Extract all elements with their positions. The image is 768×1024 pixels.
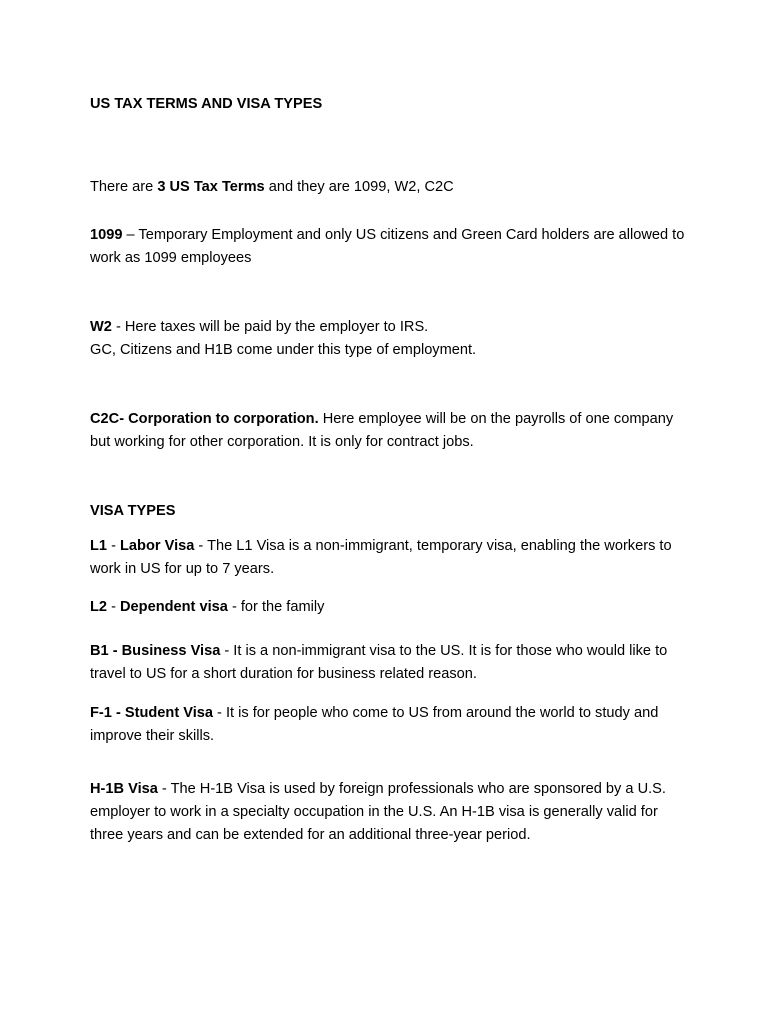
term-w2-line1: - Here taxes will be paid by the employer to IRS.	[111, 319, 429, 335]
document-title	[90, 93, 690, 116]
visa-b1-label: B1 - Business Visa	[90, 643, 221, 659]
visa-l1-name: Labor Visa	[120, 538, 195, 554]
visa-types-heading	[90, 500, 690, 523]
term-1099	[90, 224, 690, 270]
term-1099-label: 1099	[90, 227, 123, 243]
visa-f1-text: - It is for people who come to US from around the world to study and improve their skills.	[90, 705, 659, 744]
visa-l1-sep: -	[107, 538, 121, 554]
visa-heading-text: VISA TYPES	[90, 503, 176, 519]
term-1099-text: – Temporary Employment and only US citizens and Green Card holders are allowed to work as 1099 employees	[90, 227, 685, 266]
visa-f1	[90, 702, 690, 748]
visa-l2	[90, 596, 690, 619]
tax-terms-intro	[90, 176, 690, 199]
visa-b1	[90, 640, 690, 686]
intro-pre: There are	[90, 179, 158, 195]
term-w2-label: W2	[90, 319, 112, 335]
visa-l1-text: - The L1 Visa is a non-immigrant, temporary visa, enabling the workers to work in US for up to 7 years.	[90, 538, 672, 577]
term-w2-line2: GC, Citizens and H1B come under this type of employment.	[90, 342, 477, 358]
term-c2c	[90, 408, 690, 454]
visa-l2-text: - for the family	[227, 599, 325, 615]
visa-f1-label: F-1 - Student Visa	[90, 705, 213, 721]
intro-post: and they are 1099, W2, C2C	[264, 179, 454, 195]
visa-l1	[90, 535, 690, 581]
visa-l1-code: L1	[90, 538, 108, 554]
visa-b1-text: - It is a non-immigrant visa to the US. It is for those who would like to travel to US for a short duration for business related reason.	[90, 643, 668, 682]
visa-l2-sep: -	[107, 599, 121, 615]
intro-bold: 3 US Tax Terms	[157, 179, 265, 195]
visa-l2-code: L2	[90, 599, 108, 615]
visa-h1b	[90, 778, 690, 847]
title-text: US TAX TERMS AND VISA TYPES	[90, 96, 323, 112]
term-c2c-text: Here employee will be on the payrolls of one company but working for other corporation. It is only for contract jobs.	[90, 411, 674, 450]
visa-l2-name: Dependent visa	[120, 599, 228, 615]
term-w2	[90, 316, 690, 362]
visa-h1b-text: - The H-1B Visa is used by foreign professionals who are sponsored by a U.S. employer to work in a specialty occupation in the U.S. An H-1B visa is generally valid for three years and can be extended for an additional three-year period.	[90, 781, 666, 843]
term-c2c-label: C2C- Corporation to corporation.	[90, 411, 319, 427]
visa-h1b-label: H-1B Visa	[90, 781, 158, 797]
